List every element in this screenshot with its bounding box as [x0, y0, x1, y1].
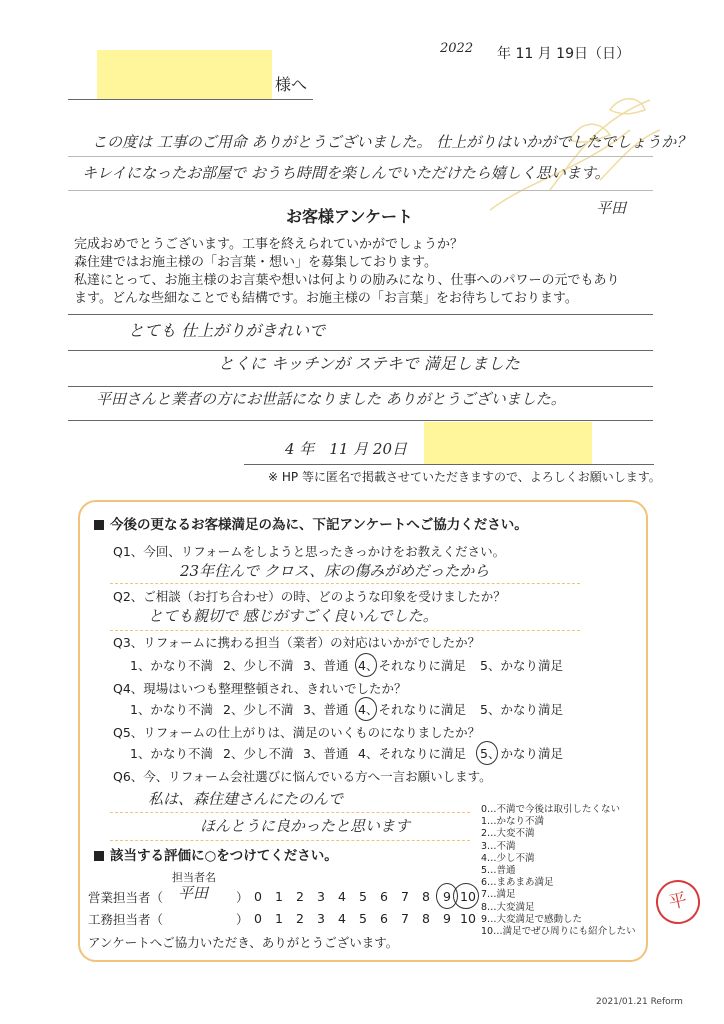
sales-paren: ） — [236, 890, 249, 905]
legend-item: 10…満足でぜひ周りにも紹介したい — [481, 926, 636, 938]
intro-line-1: 完成おめでとうございます。工事を終えられていかがでしょうか？ — [74, 237, 463, 252]
q5-opt5: 5、かなり満足 — [480, 746, 563, 761]
comment-text-3: 平田さんと業者の方にお世話になりました ありがとうございました。 — [96, 390, 566, 408]
scale-num[interactable]: 1 — [275, 911, 283, 926]
legend-item: 5…普通 — [481, 865, 516, 877]
q3-opt3: 3、普通 — [303, 658, 349, 673]
sales-name: 平田 — [178, 884, 209, 902]
q6-answer-2: ほんとうに良かったと思います — [200, 817, 411, 835]
recipient-line — [68, 99, 313, 100]
q5-opt1: 1、かなり不満 — [130, 746, 213, 761]
footer-version: 2021/01.21 Reform — [596, 997, 683, 1007]
name-redaction — [97, 50, 272, 100]
q4-opt5: 5、かなり満足 — [480, 702, 563, 717]
legend-item: 8…大変満足 — [481, 901, 535, 913]
q3-label: Q3、リフォームに携わる担当（業者）の対応はいかがでしたか？ — [113, 635, 481, 650]
signer-redaction — [424, 422, 592, 464]
q2-answer-line — [110, 630, 580, 631]
scale-num[interactable]: 4 — [338, 889, 346, 904]
comment-text-2: とくに キッチンが ステキで 満足しました — [218, 354, 520, 373]
legend-item: 6…まあまあ満足 — [481, 877, 554, 889]
q5-selected-mark — [476, 741, 498, 765]
q5-label: Q5、リフォームの仕上がりは、満足のいくものになりましたか？ — [113, 725, 481, 740]
works-paren: ） — [236, 912, 249, 927]
scale-num[interactable]: 6 — [380, 889, 388, 904]
rating-heading: 該当する評価に○をつけてください。 — [94, 848, 338, 865]
q1-label: Q1、今回、リフォームをしようと思ったきっかけをお教えください。 — [113, 544, 506, 559]
q6-answer-line-2 — [110, 840, 470, 841]
staff-name-label: 担当者名 — [172, 871, 216, 884]
staff-signature: 平田 — [596, 199, 627, 217]
sales-label: 営業担当者（ — [88, 890, 164, 905]
scale-num[interactable]: 4 — [338, 911, 346, 926]
q6-answer-1: 私は、森住建さんにたのんで — [148, 790, 344, 808]
q5-opt3: 3、普通 — [303, 746, 349, 761]
scale-num[interactable]: 3 — [317, 889, 325, 904]
questions-heading: 今後の更なるお客様満足の為に、下記アンケートへご協力ください。 — [94, 517, 528, 534]
comment-text-1: とても 仕上がりがきれいで — [128, 321, 326, 340]
q2-answer: とても親切で 感じがすごく良いんでした。 — [148, 607, 438, 625]
scale-num[interactable]: 5 — [359, 889, 367, 904]
q5-opt2: 2、少し不満 — [223, 746, 294, 761]
scale-num[interactable]: 1 — [275, 889, 283, 904]
q6-answer-line-1 — [110, 812, 470, 813]
message-line-2 — [68, 190, 653, 191]
recipient-suffix: 様へ — [275, 75, 308, 94]
legend-item: 3…不満 — [481, 840, 516, 852]
intro-line-2: 森住建ではお施主様の「お言葉・想い」を募集しております。 — [74, 255, 437, 270]
staff-message-line2: キレイになったお部屋で おうち時間を楽しんでいただけたら嬉しく思います。 — [82, 164, 610, 182]
message-line-1 — [68, 156, 653, 157]
scale-num[interactable]: 7 — [401, 889, 409, 904]
comment-line-2 — [68, 350, 653, 351]
q3-opt5: 5、かなり満足 — [480, 658, 563, 673]
scale-num[interactable]: 0 — [254, 911, 262, 926]
q4-label: Q4、現場はいつも整理整頓され、きれいでしたか？ — [113, 681, 407, 696]
thanks-text: アンケートへご協力いただき、ありがとうございます。 — [88, 935, 399, 950]
legend-item: 7…満足 — [481, 889, 516, 901]
legend-item: 0…不満で今後は取引したくない — [481, 804, 621, 815]
comment-line-1 — [68, 314, 653, 315]
q1-answer: 23年住んで クロス、床の傷みがめだったから — [180, 562, 490, 580]
rating-legend — [481, 804, 636, 938]
date-line — [244, 464, 654, 465]
scale-num[interactable]: 9 — [443, 911, 451, 926]
publication-notice: ※ HP 等に匿名で掲載させていただきますので、よろしくお願いします。 — [268, 470, 661, 484]
legend-item: 2…大変不満 — [481, 828, 535, 840]
scale-num[interactable]: 2 — [296, 889, 304, 904]
comment-date: 4 年 11 月 20日 — [285, 440, 408, 458]
q4-opt2: 2、少し不満 — [223, 702, 294, 717]
q4-opt3: 3、普通 — [303, 702, 349, 717]
scale-num[interactable]: 6 — [380, 911, 388, 926]
hanko-stamp — [652, 876, 704, 928]
q4-selected-mark — [355, 697, 377, 721]
comment-line-4 — [68, 420, 653, 421]
q6-label: Q6、今、リフォーム会社選びに悩んでいる方へ一言お願いします。 — [113, 769, 492, 784]
scale-num[interactable]: 2 — [296, 911, 304, 926]
legend-item: 1…かなり不満 — [481, 816, 545, 828]
q4-opt4: 4、それなりに満足 — [358, 702, 466, 717]
intro-line-3: 私達にとって、お施主様のお言葉や想いは何よりの励みになり、仕事へのパワーの元でもあり — [74, 273, 620, 288]
works-label: 工務担当者（ — [88, 912, 164, 927]
scale-num[interactable]: 10 — [460, 911, 476, 926]
stamp-text: 平 — [666, 889, 689, 914]
date-field: 年 11 月 19日（日） — [497, 46, 630, 62]
sales-selected-mark-10 — [453, 883, 479, 909]
q4-opt1: 1、かなり不満 — [130, 702, 213, 717]
scale-num[interactable]: 8 — [422, 911, 430, 926]
q3-opt2: 2、少し不満 — [223, 658, 294, 673]
q2-label: Q2、ご相談（お打ち合わせ）の時、どのような印象を受けましたか？ — [113, 589, 506, 604]
legend-item: 9…大変満足で感動した — [481, 913, 583, 925]
comment-line-3 — [68, 386, 653, 387]
scale-num[interactable]: 8 — [422, 889, 430, 904]
scale-num[interactable]: 3 — [317, 911, 325, 926]
survey-title: お客様アンケート — [286, 207, 414, 226]
year-written: 2022 — [440, 41, 474, 56]
scale-num[interactable]: 0 — [254, 889, 262, 904]
staff-message-line1: この度は 工事のご用命 ありがとうございました。 仕上がりはいかがでしたでしょうか？ — [92, 133, 692, 151]
scale-num[interactable]: 5 — [359, 911, 367, 926]
q3-opt4: 4、それなりに満足 — [358, 658, 466, 673]
q3-opt1: 1、かなり不満 — [130, 658, 213, 673]
legend-item: 4…少し不満 — [481, 852, 535, 864]
q3-selected-mark — [355, 653, 377, 677]
scale-num[interactable]: 10 — [460, 889, 476, 904]
q1-answer-line — [110, 583, 580, 584]
q5-opt4: 4、それなりに満足 — [358, 746, 466, 761]
scale-num[interactable]: 9 — [443, 889, 451, 904]
scale-num[interactable]: 7 — [401, 911, 409, 926]
intro-line-4: ます。どんな些細なことでも結構です。お施主様の「お言葉」をお待ちしております。 — [74, 291, 578, 306]
